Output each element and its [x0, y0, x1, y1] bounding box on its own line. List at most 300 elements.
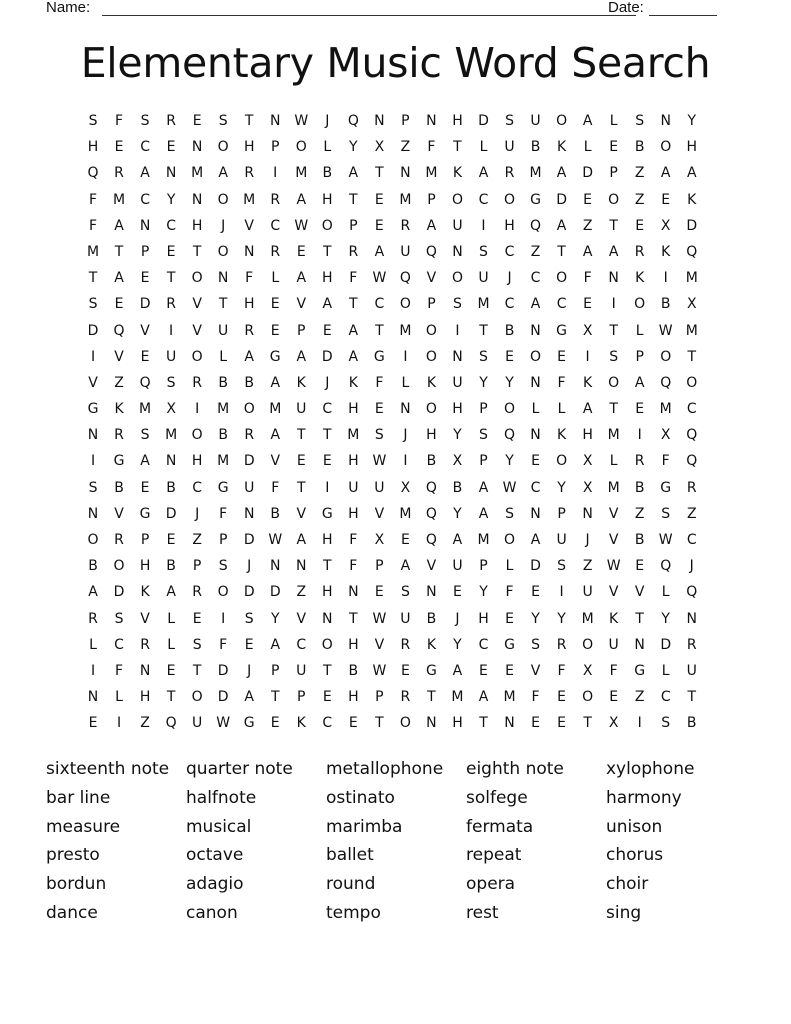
grid-letter[interactable]: M — [503, 689, 516, 706]
grid-letter[interactable]: B — [270, 505, 281, 522]
grid-letter[interactable]: O — [582, 689, 594, 706]
grid-letter[interactable]: B — [452, 479, 463, 496]
name-blank-line[interactable] — [102, 15, 636, 16]
grid-letter[interactable]: N — [217, 270, 229, 287]
grid-letter[interactable]: V — [634, 584, 645, 601]
grid-letter[interactable]: J — [689, 558, 694, 575]
grid-letter[interactable]: J — [325, 374, 330, 391]
grid-letter[interactable]: F — [219, 505, 228, 522]
grid-letter[interactable]: M — [347, 427, 360, 444]
grid-letter[interactable]: V — [296, 610, 307, 627]
grid-letter[interactable]: R — [348, 243, 359, 260]
grid-letter[interactable]: E — [531, 584, 540, 601]
grid-letter[interactable]: U — [296, 662, 307, 679]
grid-letter[interactable]: E — [166, 243, 176, 260]
grid-letter[interactable]: K — [296, 715, 306, 732]
grid-letter[interactable]: H — [348, 689, 359, 706]
grid-letter[interactable]: E — [140, 479, 150, 496]
grid-letter[interactable]: N — [426, 715, 437, 732]
grid-letter[interactable]: V — [374, 636, 385, 653]
grid-letter[interactable]: L — [635, 322, 644, 339]
grid-letter[interactable]: D — [243, 532, 255, 548]
grid-letter[interactable]: Q — [530, 217, 542, 234]
grid-letter[interactable]: V — [244, 217, 254, 234]
grid-letter[interactable]: B — [244, 374, 254, 391]
grid-letter[interactable]: D — [113, 584, 125, 601]
grid-letter[interactable]: H — [452, 113, 463, 129]
grid-letter[interactable]: F — [88, 191, 98, 208]
grid-letter[interactable]: F — [427, 139, 436, 156]
grid-letter[interactable]: C — [114, 636, 124, 653]
grid-letter[interactable]: T — [583, 715, 592, 732]
grid-letter[interactable]: T — [88, 270, 98, 287]
grid-letter[interactable]: A — [478, 505, 489, 522]
grid-letter[interactable]: A — [218, 165, 228, 182]
grid-letter[interactable]: N — [269, 113, 281, 129]
grid-letter[interactable]: S — [88, 479, 98, 496]
grid-letter[interactable]: V — [426, 558, 437, 575]
grid-letter[interactable]: W — [268, 532, 283, 548]
grid-letter[interactable]: N — [191, 139, 203, 156]
grid-letter[interactable]: L — [115, 689, 123, 706]
grid-letter[interactable]: E — [374, 217, 384, 234]
grid-letter[interactable]: E — [88, 715, 98, 732]
grid-letter[interactable]: R — [400, 689, 411, 706]
grid-letter[interactable]: A — [88, 584, 98, 601]
grid-letter[interactable]: A — [582, 243, 593, 260]
grid-letter[interactable]: I — [481, 217, 486, 234]
grid-letter[interactable]: Z — [400, 139, 411, 156]
grid-letter[interactable]: T — [609, 401, 618, 418]
grid-letter[interactable]: Y — [453, 427, 462, 444]
grid-letter[interactable]: B — [530, 139, 541, 156]
grid-letter[interactable]: C — [686, 401, 697, 418]
grid-letter[interactable]: S — [479, 427, 488, 444]
grid-letter[interactable]: F — [115, 662, 124, 679]
grid-letter[interactable]: I — [90, 348, 96, 365]
grid-letter[interactable]: E — [166, 662, 176, 679]
grid-letter[interactable]: B — [426, 453, 437, 470]
grid-letter[interactable]: U — [218, 322, 229, 339]
grid-letter[interactable]: A — [270, 427, 281, 444]
grid-letter[interactable]: Q — [139, 374, 151, 391]
grid-letter[interactable]: D — [165, 505, 177, 522]
grid-letter[interactable]: O — [504, 532, 516, 548]
grid-letter[interactable]: A — [296, 348, 307, 365]
grid-letter[interactable]: C — [374, 296, 385, 313]
grid-letter[interactable]: E — [609, 139, 619, 156]
grid-letter[interactable]: Z — [686, 505, 697, 522]
grid-letter[interactable]: H — [452, 401, 463, 418]
grid-letter[interactable]: E — [114, 139, 124, 156]
grid-letter[interactable]: T — [296, 427, 306, 444]
grid-letter[interactable]: S — [635, 113, 645, 129]
grid-letter[interactable]: F — [219, 636, 228, 653]
grid-letter[interactable]: M — [529, 165, 542, 182]
grid-letter[interactable]: E — [400, 532, 410, 548]
grid-letter[interactable]: H — [322, 270, 333, 287]
grid-letter[interactable]: K — [426, 636, 437, 653]
grid-letter[interactable]: R — [88, 610, 98, 627]
grid-letter[interactable]: O — [556, 113, 568, 129]
grid-letter[interactable]: H — [191, 453, 203, 470]
grid-letter[interactable]: O — [608, 191, 620, 208]
grid-letter[interactable]: G — [373, 348, 385, 365]
grid-letter[interactable]: J — [585, 532, 590, 548]
grid-letter[interactable]: A — [530, 296, 541, 313]
grid-letter[interactable]: X — [400, 479, 411, 496]
grid-letter[interactable]: T — [453, 139, 462, 156]
grid-letter[interactable]: Y — [687, 113, 697, 129]
letter-grid[interactable] — [80, 108, 705, 737]
grid-letter[interactable]: N — [243, 505, 255, 522]
grid-letter[interactable]: G — [243, 715, 255, 732]
grid-letter[interactable]: C — [686, 532, 697, 548]
grid-letter[interactable]: D — [217, 689, 229, 706]
grid-letter[interactable]: F — [375, 374, 384, 391]
grid-letter[interactable]: R — [244, 427, 255, 444]
grid-letter[interactable]: Z — [140, 715, 150, 732]
grid-letter[interactable]: Q — [425, 505, 437, 522]
grid-letter[interactable]: O — [660, 348, 672, 365]
grid-letter[interactable]: B — [88, 558, 98, 575]
grid-letter[interactable]: Q — [347, 113, 359, 129]
grid-letter[interactable]: O — [504, 191, 516, 208]
grid-letter[interactable]: A — [556, 165, 567, 182]
grid-letter[interactable]: B — [426, 610, 437, 627]
grid-letter[interactable]: S — [218, 558, 228, 575]
grid-letter[interactable]: X — [374, 139, 385, 156]
grid-letter[interactable]: O — [425, 322, 437, 339]
grid-letter[interactable]: T — [244, 113, 254, 129]
grid-letter[interactable]: C — [270, 217, 281, 234]
grid-letter[interactable]: Z — [192, 532, 202, 548]
grid-letter[interactable]: A — [452, 662, 463, 679]
grid-letter[interactable]: E — [583, 296, 593, 313]
grid-letter[interactable]: Q — [399, 270, 411, 287]
grid-letter[interactable]: H — [139, 558, 151, 575]
grid-letter[interactable]: B — [634, 479, 645, 496]
grid-letter[interactable]: S — [661, 505, 671, 522]
grid-letter[interactable]: Z — [296, 584, 307, 601]
grid-letter[interactable]: R — [556, 636, 567, 653]
grid-letter[interactable]: R — [504, 165, 515, 182]
grid-letter[interactable]: W — [658, 322, 673, 339]
grid-letter[interactable]: C — [322, 715, 333, 732]
grid-letter[interactable]: C — [478, 191, 489, 208]
grid-letter[interactable]: V — [192, 322, 202, 339]
grid-letter[interactable]: Q — [425, 479, 437, 496]
grid-letter[interactable]: W — [372, 610, 387, 627]
grid-letter[interactable]: T — [270, 689, 280, 706]
grid-letter[interactable]: R — [400, 217, 411, 234]
grid-letter[interactable]: D — [530, 558, 541, 575]
grid-letter[interactable]: H — [452, 715, 463, 732]
grid-letter[interactable]: E — [505, 662, 514, 679]
grid-letter[interactable]: U — [452, 558, 463, 575]
grid-letter[interactable]: M — [581, 610, 594, 627]
grid-letter[interactable]: I — [403, 348, 408, 365]
grid-letter[interactable]: M — [139, 401, 152, 418]
grid-letter[interactable]: R — [270, 191, 281, 208]
grid-letter[interactable]: B — [686, 715, 697, 732]
grid-letter[interactable]: M — [243, 191, 256, 208]
grid-letter[interactable]: V — [140, 610, 150, 627]
grid-letter[interactable]: C — [478, 636, 489, 653]
grid-letter[interactable]: U — [556, 532, 567, 548]
grid-letter[interactable]: X — [608, 715, 619, 732]
grid-letter[interactable]: A — [478, 479, 489, 496]
grid-letter[interactable]: R — [244, 165, 255, 182]
grid-letter[interactable]: N — [530, 322, 541, 339]
grid-letter[interactable]: S — [88, 113, 98, 129]
grid-letter[interactable]: P — [479, 453, 488, 470]
grid-letter[interactable]: O — [191, 270, 203, 287]
grid-letter[interactable]: L — [167, 636, 176, 653]
grid-letter[interactable]: E — [322, 322, 332, 339]
grid-letter[interactable]: H — [504, 217, 515, 234]
grid-letter[interactable]: I — [90, 453, 96, 470]
grid-letter[interactable]: I — [273, 165, 278, 182]
grid-letter[interactable]: T — [323, 558, 332, 575]
grid-letter[interactable]: T — [427, 689, 436, 706]
grid-letter[interactable]: S — [140, 427, 150, 444]
grid-letter[interactable]: C — [192, 479, 203, 496]
grid-letter[interactable]: U — [452, 217, 463, 234]
grid-letter[interactable]: O — [504, 401, 516, 418]
grid-letter[interactable]: V — [608, 532, 619, 548]
grid-letter[interactable]: T — [192, 243, 202, 260]
grid-letter[interactable]: E — [453, 584, 462, 601]
grid-letter[interactable]: O — [660, 139, 672, 156]
grid-letter[interactable]: K — [635, 270, 645, 287]
grid-letter[interactable]: L — [609, 453, 618, 470]
grid-letter[interactable]: P — [609, 165, 618, 182]
grid-letter[interactable]: K — [661, 243, 671, 260]
grid-letter[interactable]: N — [452, 243, 463, 260]
grid-letter[interactable]: E — [374, 584, 384, 601]
grid-letter[interactable]: N — [165, 453, 177, 470]
grid-letter[interactable]: J — [221, 217, 226, 234]
grid-letter[interactable]: H — [686, 139, 697, 156]
grid-letter[interactable]: R — [244, 322, 255, 339]
grid-letter[interactable]: I — [637, 427, 642, 444]
grid-letter[interactable]: M — [685, 270, 698, 287]
grid-letter[interactable]: O — [321, 636, 333, 653]
grid-letter[interactable]: M — [659, 401, 672, 418]
grid-letter[interactable]: C — [140, 139, 150, 156]
grid-letter[interactable]: L — [167, 610, 176, 627]
grid-letter[interactable]: F — [661, 453, 670, 470]
grid-letter[interactable]: Z — [582, 217, 593, 234]
grid-letter[interactable]: W — [606, 558, 621, 575]
grid-letter[interactable]: G — [113, 453, 125, 470]
grid-letter[interactable]: Z — [582, 558, 593, 575]
grid-letter[interactable]: Q — [504, 427, 516, 444]
grid-letter[interactable]: U — [686, 662, 697, 679]
grid-letter[interactable]: G — [269, 348, 281, 365]
grid-letter[interactable]: B — [504, 322, 515, 339]
grid-letter[interactable]: E — [166, 139, 176, 156]
grid-letter[interactable]: A — [426, 217, 437, 234]
grid-letter[interactable]: N — [296, 558, 307, 575]
grid-letter[interactable]: N — [530, 505, 541, 522]
grid-letter[interactable]: N — [660, 113, 671, 129]
grid-letter[interactable]: E — [192, 113, 202, 129]
grid-letter[interactable]: U — [374, 479, 385, 496]
grid-letter[interactable]: O — [608, 374, 620, 391]
grid-letter[interactable]: I — [585, 348, 590, 365]
grid-letter[interactable]: G — [139, 505, 151, 522]
grid-letter[interactable]: D — [686, 217, 698, 234]
grid-letter[interactable]: A — [270, 636, 281, 653]
grid-letter[interactable]: N — [87, 427, 99, 444]
grid-letter[interactable]: T — [635, 610, 644, 627]
grid-letter[interactable]: V — [114, 348, 124, 365]
grid-letter[interactable]: F — [583, 270, 592, 287]
grid-letter[interactable]: L — [505, 558, 514, 575]
grid-letter[interactable]: L — [219, 348, 228, 365]
grid-letter[interactable]: A — [166, 584, 176, 601]
grid-letter[interactable]: O — [217, 584, 229, 601]
grid-letter[interactable]: A — [296, 532, 307, 548]
grid-letter[interactable]: M — [477, 296, 490, 313]
grid-letter[interactable]: Y — [505, 453, 514, 470]
grid-letter[interactable]: N — [165, 165, 177, 182]
grid-letter[interactable]: E — [635, 401, 645, 418]
grid-letter[interactable]: Q — [686, 243, 698, 260]
grid-letter[interactable]: I — [611, 296, 616, 313]
grid-letter[interactable]: A — [348, 348, 359, 365]
grid-letter[interactable]: N — [139, 662, 151, 679]
grid-letter[interactable]: R — [686, 636, 697, 653]
grid-letter[interactable]: M — [191, 165, 204, 182]
grid-letter[interactable]: M — [477, 532, 490, 548]
grid-letter[interactable]: E — [296, 453, 306, 470]
grid-letter[interactable]: E — [192, 610, 202, 627]
grid-letter[interactable]: B — [114, 479, 124, 496]
grid-letter[interactable]: N — [243, 243, 255, 260]
grid-letter[interactable]: B — [166, 479, 176, 496]
grid-letter[interactable]: V — [608, 505, 619, 522]
grid-letter[interactable]: U — [165, 348, 177, 365]
grid-letter[interactable]: E — [322, 689, 332, 706]
grid-letter[interactable]: Q — [425, 243, 437, 260]
grid-letter[interactable]: S — [400, 584, 410, 601]
grid-letter[interactable]: G — [425, 662, 437, 679]
grid-letter[interactable]: A — [114, 270, 124, 287]
grid-letter[interactable]: P — [427, 296, 436, 313]
grid-letter[interactable]: D — [87, 322, 99, 339]
grid-letter[interactable]: G — [321, 505, 333, 522]
grid-letter[interactable]: Q — [686, 427, 698, 444]
grid-letter[interactable]: F — [115, 113, 124, 129]
grid-letter[interactable]: R — [114, 427, 124, 444]
grid-letter[interactable]: I — [116, 715, 122, 732]
grid-letter[interactable]: D — [269, 584, 281, 601]
grid-letter[interactable]: D — [321, 348, 333, 365]
grid-letter[interactable]: E — [557, 715, 566, 732]
grid-letter[interactable]: N — [87, 689, 99, 706]
grid-letter[interactable]: N — [400, 165, 411, 182]
grid-letter[interactable]: P — [218, 532, 228, 548]
grid-letter[interactable]: T — [687, 348, 697, 365]
grid-letter[interactable]: U — [400, 610, 411, 627]
grid-letter[interactable]: M — [217, 453, 230, 470]
grid-letter[interactable]: N — [504, 715, 515, 732]
grid-letter[interactable]: B — [634, 532, 645, 548]
grid-letter[interactable]: Q — [660, 558, 672, 575]
grid-letter[interactable]: S — [218, 113, 228, 129]
grid-letter[interactable]: S — [505, 113, 514, 129]
grid-letter[interactable]: N — [608, 270, 619, 287]
grid-letter[interactable]: C — [530, 270, 541, 287]
grid-letter[interactable]: M — [399, 322, 412, 339]
grid-letter[interactable]: F — [557, 662, 566, 679]
grid-letter[interactable]: E — [557, 348, 566, 365]
grid-letter[interactable]: E — [140, 270, 150, 287]
grid-letter[interactable]: T — [375, 322, 384, 339]
grid-letter[interactable]: A — [322, 296, 333, 313]
grid-letter[interactable]: O — [295, 139, 307, 156]
grid-letter[interactable]: U — [582, 584, 593, 601]
grid-letter[interactable]: F — [505, 584, 514, 601]
grid-letter[interactable]: I — [559, 584, 564, 601]
grid-letter[interactable]: M — [165, 427, 178, 444]
grid-letter[interactable]: U — [192, 715, 203, 732]
grid-letter[interactable]: R — [166, 296, 176, 313]
grid-letter[interactable]: P — [271, 662, 280, 679]
grid-letter[interactable]: N — [139, 217, 151, 234]
grid-letter[interactable]: X — [582, 662, 593, 679]
grid-letter[interactable]: V — [530, 662, 541, 679]
grid-letter[interactable]: A — [582, 401, 593, 418]
grid-letter[interactable]: R — [114, 165, 124, 182]
grid-letter[interactable]: C — [660, 689, 671, 706]
grid-letter[interactable]: Q — [425, 532, 437, 548]
grid-letter[interactable]: G — [556, 322, 567, 339]
grid-letter[interactable]: P — [297, 689, 306, 706]
grid-letter[interactable]: H — [139, 689, 151, 706]
grid-letter[interactable]: S — [609, 348, 619, 365]
grid-letter[interactable]: L — [583, 139, 592, 156]
grid-letter[interactable]: S — [661, 715, 671, 732]
grid-letter[interactable]: T — [323, 427, 332, 444]
grid-letter[interactable]: P — [140, 532, 150, 548]
grid-letter[interactable]: F — [531, 689, 540, 706]
grid-letter[interactable]: Y — [453, 505, 462, 522]
grid-letter[interactable]: P — [479, 401, 488, 418]
grid-letter[interactable]: A — [140, 165, 150, 182]
grid-letter[interactable]: G — [504, 636, 515, 653]
grid-letter[interactable]: O — [425, 401, 437, 418]
grid-letter[interactable]: P — [140, 243, 150, 260]
grid-letter[interactable]: W — [502, 479, 517, 496]
grid-letter[interactable]: Z — [530, 243, 541, 260]
grid-letter[interactable]: L — [661, 662, 670, 679]
grid-letter[interactable]: Y — [349, 139, 358, 156]
grid-letter[interactable]: M — [451, 689, 464, 706]
grid-letter[interactable]: V — [270, 453, 281, 470]
grid-letter[interactable]: E — [270, 715, 280, 732]
grid-letter[interactable]: H — [243, 139, 255, 156]
grid-letter[interactable]: T — [349, 296, 358, 313]
grid-letter[interactable]: L — [661, 584, 670, 601]
grid-letter[interactable]: A — [608, 243, 619, 260]
grid-letter[interactable]: O — [217, 139, 229, 156]
grid-letter[interactable]: J — [247, 662, 252, 679]
grid-letter[interactable]: T — [218, 296, 228, 313]
